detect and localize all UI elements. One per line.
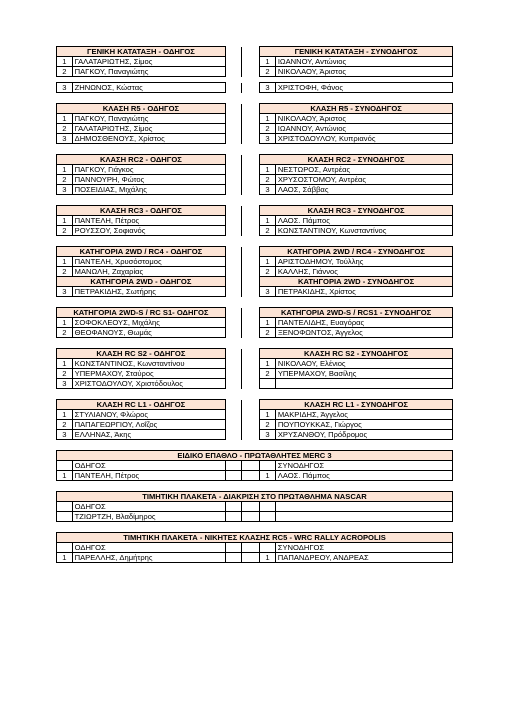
codriver-position: 2 bbox=[260, 369, 276, 379]
award-block bbox=[56, 532, 453, 563]
spacer-cell bbox=[260, 461, 276, 471]
codriver-position: 1 bbox=[260, 359, 276, 369]
driver-position: 2 bbox=[57, 175, 73, 185]
results-block bbox=[56, 307, 453, 338]
codriver-name: ΚΩΝΣΤΑΝΤΙΝΟΥ, Κωνσταντίνος bbox=[275, 226, 452, 236]
award-label-row bbox=[57, 502, 453, 512]
codriver-position: 2 bbox=[260, 420, 276, 430]
driver-position: 2 bbox=[57, 328, 73, 338]
spacer-cell bbox=[242, 349, 260, 359]
driver-position: 1 bbox=[57, 553, 73, 563]
spacer-cell bbox=[57, 502, 73, 512]
driver-name: ΤΖΙΩΡΤΖΗ, Βλαδίμηρος bbox=[72, 512, 225, 522]
codriver-position: 3 bbox=[260, 430, 276, 440]
driver-position: 1 bbox=[57, 114, 73, 124]
codriver-position: 2 bbox=[260, 328, 276, 338]
spacer-cell bbox=[225, 553, 242, 563]
codriver-label: ΣΥΝΟΔΗΓΟΣ bbox=[275, 461, 452, 471]
award-label-row bbox=[57, 461, 453, 471]
spacer-cell bbox=[225, 471, 242, 481]
spacer-cell bbox=[242, 124, 260, 134]
spacer-cell bbox=[225, 420, 242, 430]
driver-name: ΠΕΤΡΑΚΙΔΗΣ, Σωτήρης bbox=[72, 287, 225, 297]
block-header-row bbox=[57, 349, 453, 359]
codriver-subheader: ΚΑΤΗΓΟΡΙΑ 2WD - ΣΥΝΟΔΗΓΟΣ bbox=[260, 277, 453, 287]
spacer-cell bbox=[225, 257, 242, 267]
codriver-name: ΛΑΟΣ, Σάββας bbox=[275, 185, 452, 195]
codriver-name: ΝΙΚΟΛΑΟΥ, Άριστος bbox=[275, 114, 452, 124]
codriver-position: 2 bbox=[260, 267, 276, 277]
spacer-cell bbox=[242, 410, 260, 420]
codriver-header: ΚΛΑΣΗ R5 - ΣΥΝΟΔΗΓΟΣ bbox=[260, 104, 453, 114]
codriver-name: ΛΑΟΣ. Πάμπος bbox=[275, 216, 452, 226]
driver-name: ΘΕΟΦΑΝΟΥΣ, Θωμάς bbox=[72, 328, 225, 338]
codriver-position: 1 bbox=[260, 165, 276, 175]
codriver-name: ΝΙΚΟΛΑΟΥ, Άριστος bbox=[275, 67, 452, 77]
driver-position: 1 bbox=[57, 216, 73, 226]
award-label-row bbox=[57, 543, 453, 553]
spacer-cell bbox=[57, 461, 73, 471]
table-row bbox=[57, 216, 453, 226]
codriver-name: ΞΕΝΟΦΩΝΤΟΣ, Άγγελος bbox=[275, 328, 452, 338]
table-row bbox=[57, 57, 453, 67]
spacer-cell bbox=[242, 318, 260, 328]
driver-name: ΠΑΡΕΛΛΗΣ, Δημήτρης bbox=[72, 553, 225, 563]
codriver-position: 2 bbox=[260, 175, 276, 185]
spacer-cell bbox=[225, 155, 242, 165]
spacer-cell bbox=[225, 67, 242, 77]
driver-name: ΓΑΛΑΤΑΡΙΩΤΗΣ, Σίμος bbox=[72, 124, 225, 134]
spacer-cell bbox=[225, 124, 242, 134]
block-gap bbox=[56, 195, 453, 205]
spacer-cell bbox=[242, 430, 260, 440]
codriver-header: ΓΕΝΙΚΗ ΚΑΤΑΤΑΞΗ - ΣΥΝΟΔΗΓΟΣ bbox=[260, 47, 453, 57]
spacer-cell bbox=[242, 471, 260, 481]
codriver-name: ΠΟΥΠΟΥΚΚΑΣ, Γιώργος bbox=[275, 420, 452, 430]
table-row bbox=[57, 226, 453, 236]
codriver-name: ΠΑΠΑΝΔΡΕΟΥ, ΑΝΔΡΕΑΣ bbox=[275, 553, 452, 563]
spacer-cell bbox=[242, 206, 260, 216]
driver-header: ΚΑΤΗΓΟΡΙΑ 2WD-S / RC S1- ΟΔΗΓΟΣ bbox=[57, 308, 226, 318]
table-row bbox=[57, 287, 453, 297]
driver-position: 2 bbox=[57, 67, 73, 77]
driver-position: 1 bbox=[57, 257, 73, 267]
table-row bbox=[57, 553, 453, 563]
codriver-position: 1 bbox=[260, 114, 276, 124]
driver-name: ΠΑΝΝΟΥΡΗ, Φώτος bbox=[72, 175, 225, 185]
spacer-cell bbox=[242, 257, 260, 267]
table-row bbox=[57, 359, 453, 369]
spacer-cell bbox=[242, 216, 260, 226]
results-block bbox=[56, 246, 453, 297]
driver-label: ΟΔΗΓΟΣ bbox=[72, 461, 225, 471]
results-block bbox=[56, 205, 453, 236]
table-row bbox=[57, 420, 453, 430]
spacer-cell bbox=[225, 410, 242, 420]
table-row bbox=[57, 165, 453, 175]
driver-position: 2 bbox=[57, 420, 73, 430]
award-title-row bbox=[57, 451, 453, 461]
codriver-name: ΠΑΝΤΕΛΙΔΗΣ, Ευαγόρας bbox=[275, 318, 452, 328]
codriver-name: ΧΡΥΣΑΝΘΟΥ, Πρόδρομος bbox=[275, 430, 452, 440]
results-block bbox=[56, 154, 453, 195]
codriver-header: ΚΛΑΣΗ RC2 - ΣΥΝΟΔΗΓΟΣ bbox=[260, 155, 453, 165]
block-gap bbox=[56, 236, 453, 246]
codriver-position bbox=[260, 512, 276, 522]
table-row bbox=[57, 257, 453, 267]
codriver-position: 1 bbox=[260, 57, 276, 67]
spacer-cell bbox=[242, 461, 260, 471]
spacer-cell bbox=[242, 400, 260, 410]
driver-name: ΥΠΕΡΜΑΧΟΥ, Σταύρος bbox=[72, 369, 225, 379]
spacer-cell bbox=[242, 328, 260, 338]
block-header-row bbox=[57, 247, 453, 257]
spacer-cell bbox=[242, 502, 260, 512]
codriver-name bbox=[275, 512, 452, 522]
award-title: ΕΙΔΙΚΟ ΕΠΑΘΛΟ - ΠΡΩΤΑΘΛΗΤΕΣ MERC 3 bbox=[57, 451, 453, 461]
driver-name: ΠΟΣΕΙΔΙΑΣ, Μιχάλης bbox=[72, 185, 225, 195]
driver-name: ΕΛΛΗΝΑΣ, Άκης bbox=[72, 430, 225, 440]
spacer-cell bbox=[242, 83, 260, 93]
spacer-cell bbox=[225, 175, 242, 185]
driver-position: 1 bbox=[57, 165, 73, 175]
spacer-cell bbox=[242, 369, 260, 379]
driver-name: ΠΑΓΚΟΥ, Παναγιώτης bbox=[72, 114, 225, 124]
driver-position: 3 bbox=[57, 287, 73, 297]
spacer-cell bbox=[225, 165, 242, 175]
block-header-row bbox=[57, 104, 453, 114]
block-gap bbox=[56, 93, 453, 103]
driver-label: ΟΔΗΓΟΣ bbox=[72, 502, 225, 512]
spacer-cell bbox=[225, 430, 242, 440]
spacer-cell bbox=[225, 543, 242, 553]
driver-position: 3 bbox=[57, 379, 73, 389]
spacer-cell bbox=[225, 206, 242, 216]
award-title-row bbox=[57, 533, 453, 543]
codriver-position: 3 bbox=[260, 83, 276, 93]
block-gap bbox=[56, 481, 453, 491]
block-gap bbox=[56, 144, 453, 154]
codriver-position: 2 bbox=[260, 124, 276, 134]
table-row bbox=[57, 410, 453, 420]
spacer-cell bbox=[225, 502, 242, 512]
codriver-position: 1 bbox=[260, 410, 276, 420]
spacer-cell bbox=[242, 247, 260, 257]
table-row bbox=[57, 512, 453, 522]
spacer-cell bbox=[225, 369, 242, 379]
spacer-cell bbox=[225, 83, 242, 93]
block-gap bbox=[56, 522, 453, 532]
block-header-row bbox=[57, 400, 453, 410]
block-header-row bbox=[57, 308, 453, 318]
table-row bbox=[57, 379, 453, 389]
spacer-cell bbox=[57, 543, 73, 553]
driver-position: 1 bbox=[57, 471, 73, 481]
spacer-cell bbox=[225, 512, 242, 522]
spacer-cell bbox=[225, 277, 242, 287]
driver-name: ΠΑΝΤΕΛΗ, Χρυσόστομος bbox=[72, 257, 225, 267]
results-block bbox=[56, 103, 453, 144]
driver-name: ΡΟΥΣΣΟΥ, Σοφιανός bbox=[72, 226, 225, 236]
spacer-cell bbox=[225, 379, 242, 389]
codriver-position: 1 bbox=[260, 318, 276, 328]
spacer-cell bbox=[242, 553, 260, 563]
codriver-name: ΥΠΕΡΜΑΧΟΥ, Βασίλης bbox=[275, 369, 452, 379]
spacer-cell bbox=[225, 216, 242, 226]
spacer-cell bbox=[260, 543, 276, 553]
driver-header: ΚΛΑΣΗ RC2 - ΟΔΗΓΟΣ bbox=[57, 155, 226, 165]
codriver-position: 1 bbox=[260, 216, 276, 226]
spacer-cell bbox=[225, 349, 242, 359]
spacer-cell bbox=[242, 104, 260, 114]
driver-name: ΔΗΜΟΣΘΕΝΟΥΣ, Χρίστος bbox=[72, 134, 225, 144]
driver-name: ΠΑΝΤΕΛΗ, Πέτρος bbox=[72, 216, 225, 226]
results-sheet bbox=[56, 46, 453, 573]
spacer-cell bbox=[242, 134, 260, 144]
table-row bbox=[57, 471, 453, 481]
codriver-name: ΠΕΤΡΑΚΙΔΗΣ, Χρίστος bbox=[275, 287, 452, 297]
spacer-cell bbox=[225, 134, 242, 144]
codriver-name: ΝΕΣΤΩΡΟΣ, Αντρέας bbox=[275, 165, 452, 175]
spacer-cell bbox=[242, 165, 260, 175]
award-block bbox=[56, 450, 453, 481]
driver-name: ΣΤΥΛΙΑΝΟΥ, Φλώρος bbox=[72, 410, 225, 420]
codriver-header: ΚΛΑΣΗ RC L1 - ΣΥΝΟΔΗΓΟΣ bbox=[260, 400, 453, 410]
spacer-cell bbox=[242, 114, 260, 124]
codriver-label bbox=[275, 502, 452, 512]
driver-position: 3 bbox=[57, 83, 73, 93]
codriver-name: ΧΡΙΣΤΟΔΟΥΛΟΥ, Κυπριανός bbox=[275, 134, 452, 144]
driver-position: 2 bbox=[57, 369, 73, 379]
spacer-cell bbox=[260, 502, 276, 512]
results-block bbox=[56, 46, 453, 93]
spacer-cell bbox=[242, 185, 260, 195]
driver-name: ΠΑΓΚΟΥ, Παναγιώτης bbox=[72, 67, 225, 77]
table-row bbox=[57, 328, 453, 338]
driver-header: ΚΑΤΗΓΟΡΙΑ 2WD / RC4 - ΟΔΗΓΟΣ bbox=[57, 247, 226, 257]
results-block bbox=[56, 399, 453, 440]
codriver-position: 2 bbox=[260, 67, 276, 77]
spacer-cell bbox=[242, 155, 260, 165]
block-gap bbox=[56, 563, 453, 573]
driver-position: 1 bbox=[57, 318, 73, 328]
driver-header: ΚΛΑΣΗ RC L1 - ΟΔΗΓΟΣ bbox=[57, 400, 226, 410]
block-gap bbox=[56, 389, 453, 399]
driver-header: ΚΛΑΣΗ RC S2 - ΟΔΗΓΟΣ bbox=[57, 349, 226, 359]
results-block bbox=[56, 348, 453, 389]
spacer-cell bbox=[242, 379, 260, 389]
driver-name: ΣΟΦΟΚΛΕΟΥΣ, Μιχάλης bbox=[72, 318, 225, 328]
codriver-name: ΝΙΚΟΛΑΟΥ, Ελένιος bbox=[275, 359, 452, 369]
spacer-cell bbox=[242, 267, 260, 277]
spacer-cell bbox=[225, 185, 242, 195]
codriver-position: 2 bbox=[260, 226, 276, 236]
table-row bbox=[57, 67, 453, 77]
spacer-cell bbox=[225, 267, 242, 277]
codriver-name: ΛΑΟΣ. Πάμπος bbox=[275, 471, 452, 481]
driver-header: ΓΕΝΙΚΗ ΚΑΤΑΤΑΞΗ - ΟΔΗΓΟΣ bbox=[57, 47, 226, 57]
spacer-cell bbox=[225, 400, 242, 410]
table-row bbox=[57, 124, 453, 134]
spacer-cell bbox=[242, 420, 260, 430]
block-gap bbox=[56, 297, 453, 307]
spacer-cell bbox=[225, 226, 242, 236]
codriver-name: ΙΩΑΝΝΟΥ, Αντώνιος bbox=[275, 124, 452, 134]
spacer-cell bbox=[225, 104, 242, 114]
table-row bbox=[57, 175, 453, 185]
spacer-cell bbox=[242, 226, 260, 236]
codriver-position: 1 bbox=[260, 471, 276, 481]
spacer-cell bbox=[225, 287, 242, 297]
codriver-name: ΑΡΙΣΤΟΔΗΜΟΥ, Τούλλης bbox=[275, 257, 452, 267]
spacer-cell bbox=[225, 57, 242, 67]
spacer-cell bbox=[225, 318, 242, 328]
table-row bbox=[57, 83, 453, 93]
subheader-row bbox=[57, 277, 453, 287]
spacer-cell bbox=[242, 308, 260, 318]
driver-position: 1 bbox=[57, 57, 73, 67]
block-header-row bbox=[57, 206, 453, 216]
spacer-cell bbox=[242, 57, 260, 67]
spacer-cell bbox=[242, 175, 260, 185]
driver-position: 3 bbox=[57, 185, 73, 195]
driver-name: ΠΑΝΤΕΛΗ, Πέτρος bbox=[72, 471, 225, 481]
codriver-name: ΜΑΚΡΙΔΗΣ, Άγγελος bbox=[275, 410, 452, 420]
codriver-header: ΚΑΤΗΓΟΡΙΑ 2WD-S / RCS1 - ΣΥΝΟΔΗΓΟΣ bbox=[260, 308, 453, 318]
spacer-cell bbox=[225, 114, 242, 124]
codriver-header: ΚΛΑΣΗ RC S2 - ΣΥΝΟΔΗΓΟΣ bbox=[260, 349, 453, 359]
driver-name: ΠΑΓΚΟΥ, Γιάγκος bbox=[72, 165, 225, 175]
block-gap bbox=[56, 338, 453, 348]
codriver-position: 1 bbox=[260, 553, 276, 563]
spacer-cell bbox=[225, 461, 242, 471]
codriver-label: ΣΥΝΟΔΗΓΟΣ bbox=[275, 543, 452, 553]
driver-position: 1 bbox=[57, 410, 73, 420]
driver-name: ΠΑΠΑΓΕΩΡΓΙΟΥ, Λοΐζος bbox=[72, 420, 225, 430]
driver-name: ΧΡΙΣΤΟΔΟΥΛΟΥ, Χριστόδουλος bbox=[72, 379, 225, 389]
spacer-cell bbox=[225, 308, 242, 318]
driver-position: 3 bbox=[57, 134, 73, 144]
codriver-name bbox=[275, 379, 452, 389]
award-title-row bbox=[57, 492, 453, 502]
spacer-cell bbox=[242, 359, 260, 369]
spacer-cell bbox=[242, 277, 260, 287]
spacer-cell bbox=[242, 67, 260, 77]
table-row bbox=[57, 134, 453, 144]
codriver-name: ΙΩΑΝΝΟΥ, Αντώνιος bbox=[275, 57, 452, 67]
spacer-cell bbox=[225, 247, 242, 257]
table-row bbox=[57, 114, 453, 124]
table-row bbox=[57, 185, 453, 195]
codriver-name: ΧΡΥΣΟΣΤΟΜΟΥ, Αντρέας bbox=[275, 175, 452, 185]
driver-position: 2 bbox=[57, 226, 73, 236]
codriver-position: 3 bbox=[260, 134, 276, 144]
block-header-row bbox=[57, 47, 453, 57]
block-gap bbox=[56, 440, 453, 450]
table-row bbox=[57, 369, 453, 379]
table-row bbox=[57, 318, 453, 328]
driver-position: 2 bbox=[57, 267, 73, 277]
spacer-cell bbox=[242, 512, 260, 522]
driver-name: ΜΑΝΩΛΗ, Ζαχαρίας bbox=[72, 267, 225, 277]
codriver-position bbox=[260, 379, 276, 389]
driver-position: 2 bbox=[57, 124, 73, 134]
driver-position: 1 bbox=[57, 359, 73, 369]
driver-name: ΚΩΝΣΤΑΝΤΙΝΟΣ, Κωνσταντίνου bbox=[72, 359, 225, 369]
codriver-name: ΧΡΙΣΤΟΦΗ, Φάνος bbox=[275, 83, 452, 93]
spacer-cell bbox=[242, 287, 260, 297]
driver-header: ΚΛΑΣΗ R5 - ΟΔΗΓΟΣ bbox=[57, 104, 226, 114]
spacer-cell bbox=[242, 543, 260, 553]
codriver-header: ΚΑΤΗΓΟΡΙΑ 2WD / RC4 - ΣΥΝΟΔΗΓΟΣ bbox=[260, 247, 453, 257]
table-row bbox=[57, 267, 453, 277]
block-header-row bbox=[57, 155, 453, 165]
driver-position bbox=[57, 512, 73, 522]
driver-label: ΟΔΗΓΟΣ bbox=[72, 543, 225, 553]
award-block bbox=[56, 491, 453, 522]
driver-position: 3 bbox=[57, 430, 73, 440]
codriver-position: 3 bbox=[260, 287, 276, 297]
codriver-name: ΚΑΛΛΗΣ, Γιάννος bbox=[275, 267, 452, 277]
codriver-header: ΚΛΑΣΗ RC3 - ΣΥΝΟΔΗΓΟΣ bbox=[260, 206, 453, 216]
codriver-position: 1 bbox=[260, 257, 276, 267]
codriver-position: 3 bbox=[260, 185, 276, 195]
driver-subheader: ΚΑΤΗΓΟΡΙΑ 2WD - ΟΔΗΓΟΣ bbox=[57, 277, 226, 287]
award-title: ΤΙΜΗΤΙΚΗ ΠΛΑΚΕΤΑ - ΝΙΚΗΤΕΣ ΚΛΑΣΗΣ RC5 - WRC RALLY ACROPOLIS bbox=[57, 533, 453, 543]
spacer-cell bbox=[225, 47, 242, 57]
driver-name: ΓΑΛΑΤΑΡΙΩΤΗΣ, Σίμος bbox=[72, 57, 225, 67]
table-row bbox=[57, 430, 453, 440]
award-title: ΤΙΜΗΤΙΚΗ ΠΛΑΚΕΤΑ - ΔΙΑΚΡΙΣΗ ΣΤΟ ΠΡΩΤΑΘΛΗΜΑ NASCAR bbox=[57, 492, 453, 502]
driver-header: ΚΛΑΣΗ RC3 - ΟΔΗΓΟΣ bbox=[57, 206, 226, 216]
spacer-cell bbox=[225, 359, 242, 369]
spacer-cell bbox=[225, 328, 242, 338]
spacer-cell bbox=[242, 47, 260, 57]
driver-name: ΖΗΝΩΝΟΣ, Κώστας bbox=[72, 83, 225, 93]
